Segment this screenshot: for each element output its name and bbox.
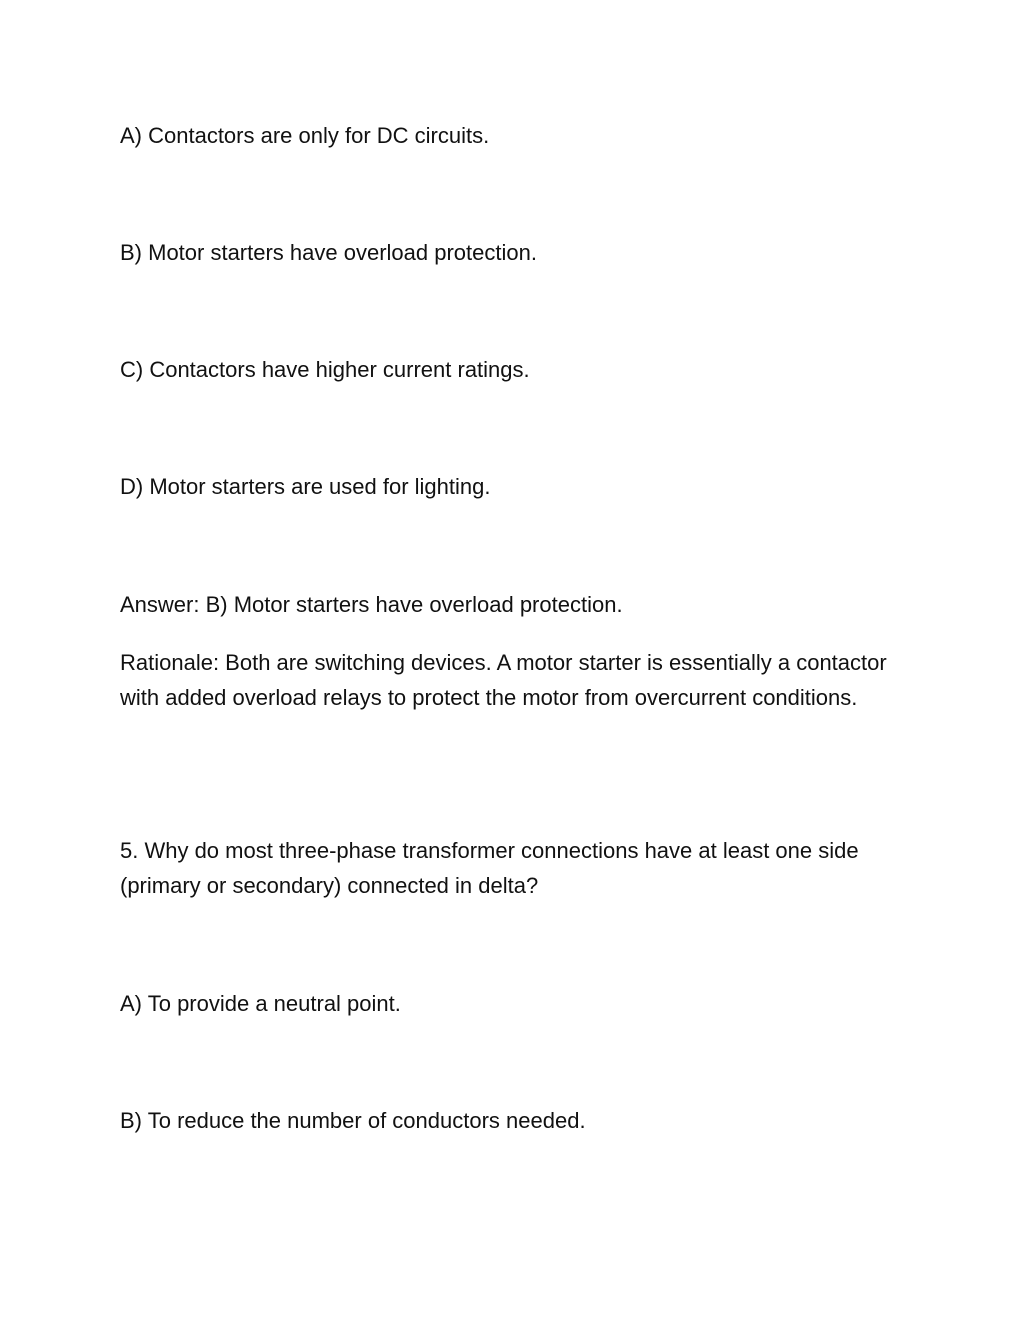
option-b-text: B) Motor starters have overload protection.	[120, 240, 537, 265]
question-5-option-b-text: B) To reduce the number of conductors needed.	[120, 1108, 586, 1133]
rationale-text: Rationale: Both are switching devices. A motor starter is essentially a contactor with added overload relays to protect the motor from overcurrent conditions.	[120, 650, 887, 710]
option-a-text: A) Contactors are only for DC circuits.	[120, 123, 490, 148]
question-5-option-a-text: A) To provide a neutral point.	[120, 991, 401, 1016]
option-c-text: C) Contactors have higher current ratings.	[120, 357, 530, 382]
option-d-text: D) Motor starters are used for lighting.	[120, 474, 491, 499]
answer-text: Answer: B) Motor starters have overload protection.	[120, 592, 623, 617]
question-5-text: 5. Why do most three-phase transformer connections have at least one side (primary or secondary) connected in delta?	[120, 838, 859, 898]
